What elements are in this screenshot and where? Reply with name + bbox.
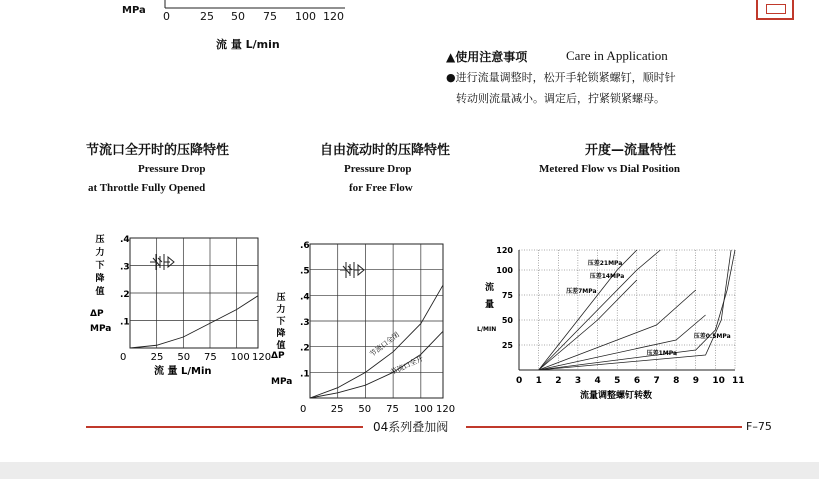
chart2-y-tick: .3: [300, 318, 310, 328]
chart3-x-tick: 11: [732, 376, 745, 386]
chart1-x-tick: 100: [230, 352, 250, 363]
chart1-y-label-char: 力: [95, 248, 105, 258]
chart2-y-tick: .5: [300, 266, 310, 277]
chart2-x-tick: 120: [436, 404, 456, 415]
chart1-y-label: [95, 233, 104, 297]
chart1-x-label: 流 量 L/Min: [154, 366, 212, 377]
care-title-en: Care in Application: [566, 48, 668, 63]
chart3-title: 开度—流量特性: [585, 143, 677, 158]
footer-series: 04系列叠加阀: [373, 420, 449, 434]
chart3-svg: [475, 245, 755, 420]
top-tick-0: 0: [163, 10, 170, 23]
chart2-valve-symbol-stroke: [340, 262, 360, 278]
chart3-annotation-14: 压差14MPa: [589, 273, 625, 280]
top-tick-25: 25: [200, 10, 214, 23]
brand-logo: [756, 0, 794, 20]
chart2-y-label-char: 值: [276, 341, 286, 351]
chart3-x-tick: 3: [574, 376, 582, 386]
chart2-series-line: [310, 285, 443, 398]
chart2-x-tick: 50: [358, 404, 372, 415]
chart2-subtitle-1: Pressure Drop: [344, 163, 412, 175]
chart1-valve-symbol-stroke: [150, 254, 170, 270]
chart3-annotation-05: 压差0.5MPa: [693, 333, 731, 340]
chart3-series-line: [539, 315, 706, 370]
top-tick-50: 50: [231, 10, 245, 23]
chart1-y-label-char: 值: [95, 287, 105, 297]
footer-page: F–75: [746, 420, 772, 433]
chart3-y-tick: 25: [501, 341, 513, 350]
chart3-series-line: [539, 250, 731, 370]
chart2-y-label-char: 压: [276, 293, 286, 303]
chart2-subtitle-2: for Free Flow: [349, 182, 413, 194]
top-fragment-y-unit: MPa: [122, 5, 146, 16]
chart2-y-tick: .2: [300, 343, 310, 354]
chart3-x-tick: 5: [614, 376, 621, 386]
chart1-y-tick: .3: [120, 262, 130, 273]
viewer-bottom-strip: [0, 462, 819, 479]
chart2-x-tick: 100: [413, 404, 433, 415]
chart1-y-label-char: 压: [95, 235, 105, 245]
chart1-subtitle-2: at Throttle Fully Opened: [88, 182, 206, 194]
chart2-title: 自由流动时的压降特性: [320, 143, 451, 158]
chart2-y-label-delta: ΔP: [271, 351, 285, 361]
chart3-y-label-1: 流: [485, 283, 495, 293]
top-tick-75: 75: [263, 10, 277, 23]
chart2-y-tick: .6: [300, 241, 310, 251]
chart2-y-label-unit: MPa: [271, 377, 293, 387]
chart2-x-tick: 75: [386, 404, 399, 415]
chart2-annotation-closed: 节流口全闭: [368, 330, 401, 359]
chart1-y-label-char: 下: [95, 261, 105, 271]
chart1-title: 节流口全开时的压降特性: [86, 143, 230, 158]
chart2-annotation-open: 节流口全开: [389, 354, 425, 377]
chart3-y-tick: 75: [501, 291, 513, 300]
chart2-svg: [265, 236, 465, 421]
chart3-subtitle-1: Metered Flow vs Dial Position: [539, 163, 680, 175]
chart1-y-label-char: 降: [95, 274, 105, 284]
chart1-y-tick: .2: [120, 290, 130, 300]
chart3-x-label: 流量调整螺钉转数: [580, 391, 653, 401]
chart1-valve-symbol: [150, 254, 174, 270]
chart1-x-tick: 0: [120, 352, 127, 363]
chart3-x-tick: 9: [692, 376, 699, 386]
chart1-x-tick: 25: [150, 352, 164, 363]
chart3-y-tick: 120: [496, 246, 513, 255]
chart1-x-tick: 120: [252, 352, 272, 363]
chart2-y-tick: .1: [300, 369, 310, 380]
chart3-x-tick: 4: [594, 376, 601, 386]
chart3-x-tick: 7: [653, 376, 660, 386]
chart1-y-tick: .1: [120, 317, 130, 328]
chart2-y-tick: .4: [300, 292, 310, 303]
footer-rule-left: [86, 426, 363, 428]
chart3-y-label-2: 量: [485, 300, 495, 310]
chart3-y-tick: 50: [501, 316, 513, 325]
chart2-y-label: [276, 291, 285, 351]
chart3-x-tick: 6: [633, 376, 641, 386]
chart2-y-label-char: 力: [276, 305, 286, 315]
chart2-y-label-char: 下: [276, 317, 286, 327]
chart1-subtitle-1: Pressure Drop: [138, 163, 206, 175]
chart3-y-tick: 100: [496, 266, 513, 275]
chart3-annotation-21: 压差21MPa: [587, 260, 623, 267]
chart1-x-tick: 50: [177, 352, 191, 363]
top-fragment-x-label: 流 量 L/min: [216, 38, 280, 51]
care-line-1: ●进行流量调整时，松开手轮锁紧螺钉，顺时针: [446, 71, 676, 84]
chart3-series-line: [539, 250, 661, 370]
chart1-series-line: [130, 296, 258, 348]
chart3-x-tick: 10: [712, 376, 725, 386]
chart1-svg: [90, 230, 293, 390]
care-line-2: 转动则流量减小。调定后，拧紧锁紧螺母。: [456, 92, 665, 105]
chart1-y-label-delta: ΔP: [90, 309, 104, 319]
chart3-x-tick: 8: [673, 376, 680, 386]
top-tick-120: 120: [323, 10, 344, 23]
chart2-x-tick: 25: [330, 404, 344, 415]
chart3-y-label-unit: L/MIN: [477, 326, 497, 333]
top-tick-100: 100: [295, 10, 316, 23]
chart1-y-tick: .4: [120, 235, 130, 245]
chart2-x-tick: 0: [300, 404, 307, 415]
chart3-annotation-1: 压差1MPa: [646, 350, 678, 357]
chart3-x-tick: 1: [535, 376, 542, 386]
chart1-x-tick: 75: [204, 352, 217, 363]
chart3-annotation-7: 压差7MPa: [566, 288, 597, 295]
chart3-x-tick: 2: [555, 376, 562, 386]
chart2-y-label-char: 降: [276, 329, 286, 339]
chart3-x-tick: 0: [516, 376, 523, 386]
footer-rule-right: [466, 426, 742, 428]
care-title: ▲使用注意事项: [446, 50, 528, 64]
chart1-y-label-unit: MPa: [90, 324, 112, 334]
